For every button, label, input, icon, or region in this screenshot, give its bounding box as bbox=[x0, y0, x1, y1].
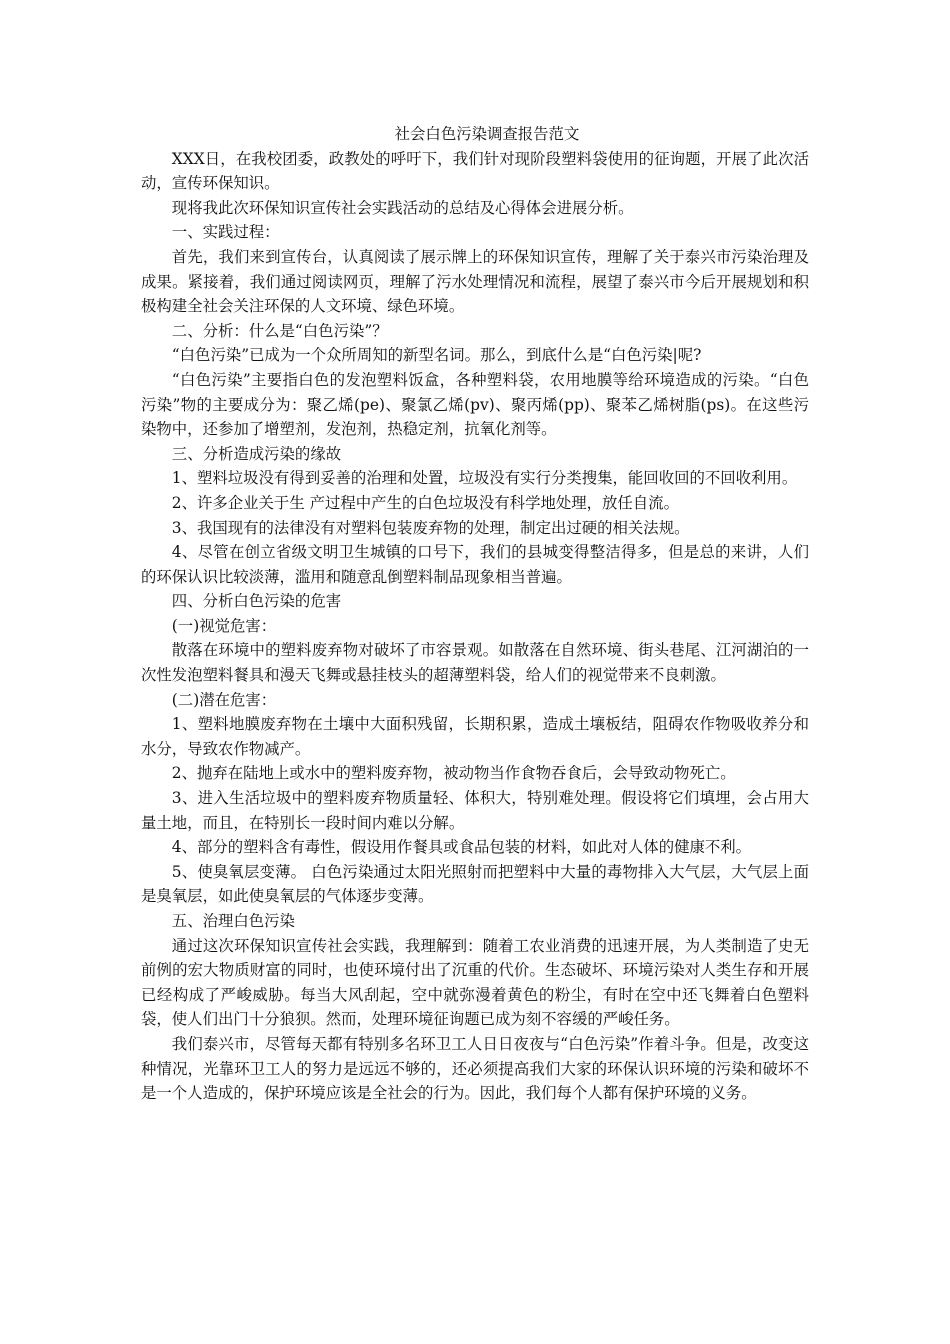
section-heading-governance: 五、治理白色污染 bbox=[171, 912, 295, 930]
paragraph-conclusion: 我们泰兴市，尽管每天都有特别多名环卫工人日日夜夜与“白色污染”作着斗争。但是，改变这种情况，光靠环卫工人的努力是远远不够的，还必须提高我们大家的环保认识环境的污染和破坏不是一个人造成的，保护环境应该是全社会的行为。因此，我们每个人都有保护环境的义务。 bbox=[141, 1034, 809, 1103]
list-item-harm-4: 4、部分的塑料含有毒性，假设用作餐具或食品包装的材料，如此对人体的健康不利。 bbox=[171, 838, 752, 857]
list-item-harm-1: 1、塑料地膜废弃物在土壤中大面积残留，长期积累，造成土壤板结，阻碍农作物吸收养分和水分，导致农作物减产。 bbox=[141, 715, 809, 758]
paragraph-definition: “白色污染”主要指白色的发泡塑料饭盒，各种塑料袋，农用地膜等给环境造成的污染。“白色污染”物的主要成分为：聚乙烯(pe)、聚氯乙烯(pv)、聚丙烯(pp)、聚苯乙烯树脂(ps)。在这些污染物中，还参加了增塑剂，发泡剂，热稳定剂，抗氧化剂等。 bbox=[141, 370, 809, 439]
paragraph-visual-harm: 散落在环境中的塑料废弃物对破坏了市容景观。如散落在自然环境、街头巷尾、江河湖泊的一次性发泡塑料餐具和漫天飞舞或悬挂枝头的超薄塑料袋，给人们的视觉带来不良刺激。 bbox=[141, 641, 809, 685]
document-body bbox=[141, 122, 809, 1106]
paragraph-practice: 首先，我们来到宣传台，认真阅读了展示牌上的环保知识宣传，理解了关于泰兴市污染治理及成果。紧接着，我们通过阅读网页，理解了污水处理情况和流程，展望了泰兴市今后开展规划和积极构建全社会关注环保的人文环境、绿色环境。 bbox=[141, 247, 809, 316]
paragraph-definition-question: “白色污染”已成为一个众所周知的新型名词。那么，到底什么是“白色污染|呢? bbox=[171, 346, 702, 365]
list-item-cause-4: 4、尽管在创立省级文明卫生城镇的口号下，我们的县城变得整洁得多，但是总的来讲，人们的环保认识比较淡薄，滥用和随意乱倒塑料制品现象相当普遍。 bbox=[141, 543, 809, 586]
subheading-potential-harm: (二)潜在危害： bbox=[171, 690, 277, 709]
list-item-cause-2: 2、许多企业关于生 产过程中产生的白色垃圾没有科学地处理，放任自流。 bbox=[171, 493, 679, 512]
section-heading-harms: 四、分析白色污染的危害 bbox=[171, 592, 342, 611]
subheading-visual-harm: (一)视觉危害： bbox=[171, 616, 277, 635]
section-heading-practice: 一、实践过程： bbox=[171, 223, 280, 242]
section-heading-analysis: 二、分析：什么是“白色污染”？ bbox=[171, 321, 388, 340]
list-item-harm-3: 3、进入生活垃圾中的塑料废弃物质量轻、体积大，特别难处理。假设将它们填埋，会占用大量土地，而且，在特别长一段时间内难以分解。 bbox=[141, 789, 809, 832]
document-title: 社会白色污染调查报告范文 bbox=[394, 125, 580, 143]
section-heading-causes: 三、分析造成污染的缘故 bbox=[171, 444, 342, 463]
list-item-harm-5: 5、使臭氧层变薄。 白色污染通过太阳光照射而把塑料中大量的毒物排入大气层，大气层上面是臭氧层，如此使臭氧层的气体逐步变薄。 bbox=[141, 862, 809, 906]
list-item-cause-3: 3、我国现有的法律没有对塑料包装废弃物的处理，制定出过硬的相关法规。 bbox=[171, 518, 690, 537]
paragraph-intro: XXX日，在我校团委，政教处的呼吁下，我们针对现阶段塑料袋使用的征询题，开展了此次活动，宣传环保知识。 bbox=[141, 149, 809, 193]
list-item-harm-2: 2、抛弃在陆地上或水中的塑料废弃物，被动物当作食物吞食后，会导致动物死亡。 bbox=[171, 764, 736, 783]
list-item-cause-1: 1、塑料垃圾没有得到妥善的治理和处置，垃圾没有实行分类搜集，能回收回的不回收利用。 bbox=[171, 469, 798, 488]
paragraph-summary: 现将我此次环保知识宣传社会实践活动的总结及心得体会进展分析。 bbox=[171, 198, 634, 217]
paragraph-governance: 通过这次环保知识宣传社会实践，我理解到：随着工农业消费的迅速开展，为人类制造了史无前例的宏大物质财富的同时，也使环境付出了沉重的代价。生态破坏、环境污染对人类生存和开展已经构成了严峻威胁。每当大风刮起，空中就弥漫着黄色的粉尘，有时在空中还飞舞着白色塑料袋，使人们出门十分狼狈。然而，处理环境征询题已成为刻不容缓的严峻任务。 bbox=[141, 936, 809, 1029]
